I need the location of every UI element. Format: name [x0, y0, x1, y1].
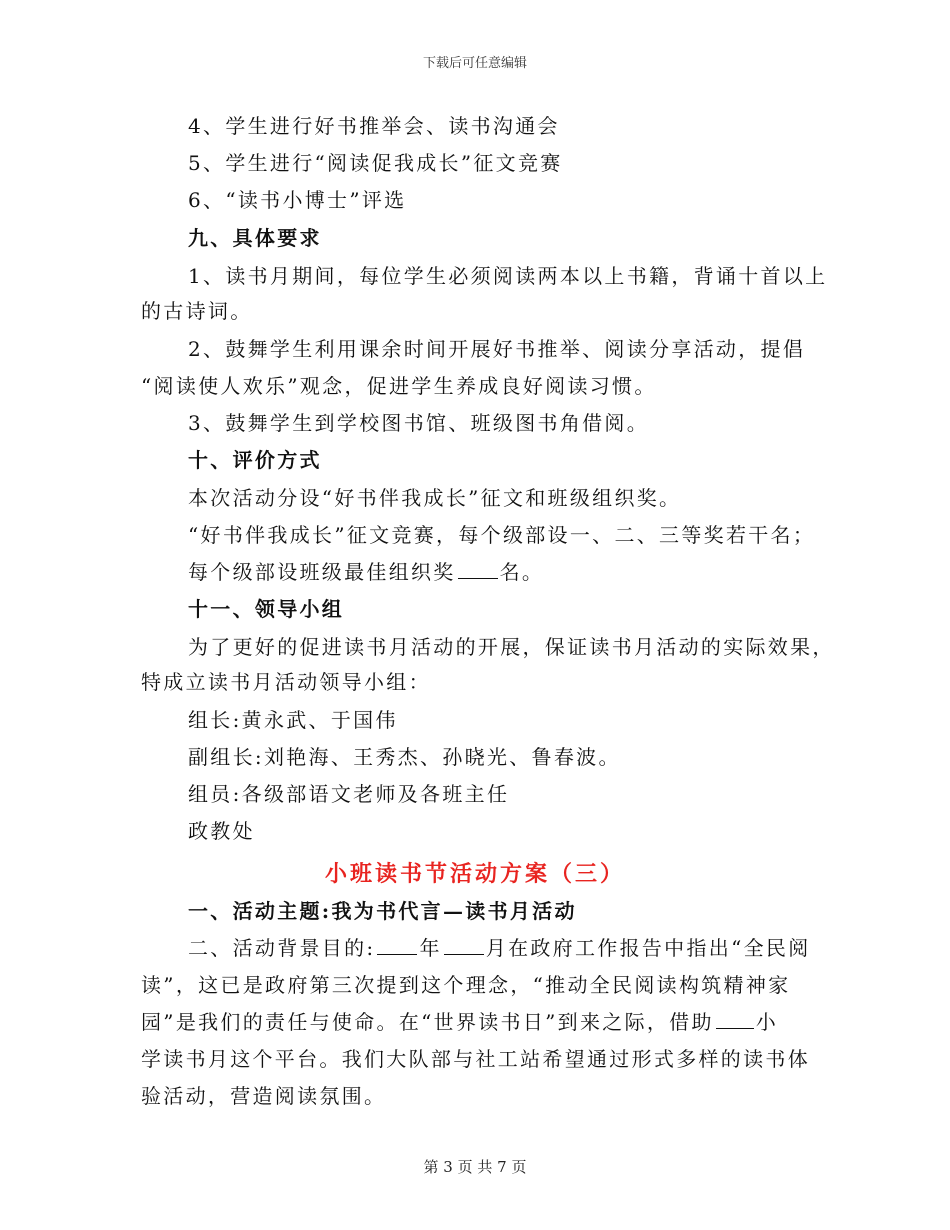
fill-blank [444, 936, 484, 955]
requirement-1-line2: 的古诗词。 [141, 299, 253, 323]
requirement-2-line2: “阅读使人欢乐”观念，促进学生养成良好阅读习惯。 [141, 374, 657, 398]
background-line1 [188, 936, 811, 960]
list-item-4: 4、学生进行好书推举会、读书沟通会 [188, 114, 560, 138]
background-line1-end: 月在政府工作报告中指出“全民阅 [485, 936, 811, 960]
leadership-intro-line2: 特成立读书月活动领导小组： [141, 670, 431, 694]
evaluation-line3-start: 每个级部设班级最佳组织奖 [188, 560, 456, 584]
deputy-leader-names: 副组长:刘艳海、王秀杰、孙晓光、鲁春波。 [188, 745, 621, 769]
fill-blank [458, 560, 498, 579]
section-heading-10: 十、评价方式 [188, 448, 322, 472]
background-line5: 验活动，营造阅读氛围。 [141, 1084, 387, 1108]
member-names: 组员:各级部语文老师及各班主任 [188, 782, 510, 806]
evaluation-line3-end: 名。 [499, 560, 545, 584]
leader-names: 组长:黄永武、于国伟 [188, 708, 398, 732]
leadership-intro-line1: 为了更好的促进读书月活动的开展，保证读书月活动的实际效果， [188, 635, 835, 659]
list-item-5: 5、学生进行“阅读促我成长”征文竞赛 [188, 151, 563, 175]
section-title: 小班读书节活动方案（三） [324, 861, 625, 887]
section-heading-11: 十一、领导小组 [188, 597, 345, 621]
background-line2: 读”，这已是政府第三次提到这个理念，“推动全民阅读构筑精神家 [141, 973, 791, 997]
page-header: 下载后可任意编辑 [422, 56, 527, 71]
page-footer: 第 3 页 共 7 页 [423, 1158, 527, 1176]
background-line4: 学读书月这个平台。我们大队部与社工站希望通过形式多样的读书体 [141, 1047, 810, 1071]
background-line3-end: 小 [755, 1010, 779, 1034]
background-year: 年 [419, 936, 442, 960]
evaluation-line2: “好书伴我成长”征文竞赛，每个级部设一、二、三等奖若干名； [188, 523, 816, 547]
requirement-1-line1: 1、读书月期间，每位学生必须阅读两本以上书籍，背诵十首以上 [188, 264, 828, 288]
office-name: 政教处 [188, 819, 255, 843]
evaluation-line3 [188, 560, 544, 584]
requirement-2-line1: 2、鼓舞学生利用课余时间开展好书推举、阅读分享活动，提倡 [188, 337, 806, 361]
background-line3 [141, 1010, 778, 1034]
background-line3-start: 园”是我们的责任与使命。在“世界读书日”到来之际，借助 [141, 1010, 714, 1034]
evaluation-line1: 本次活动分设“好书伴我成长”征文和班级组织奖。 [188, 486, 682, 510]
fill-blank [716, 1010, 754, 1029]
section-heading-9: 九、具体要求 [188, 226, 322, 250]
fill-blank [377, 936, 417, 955]
requirement-3: 3、鼓舞学生到学校图书馆、班级图书角借阅。 [188, 411, 650, 435]
background-label: 二、活动背景目的: [188, 936, 376, 960]
list-item-6: 6、“读书小博士”评选 [188, 188, 407, 212]
activity-theme: 一、活动主题:我为书代言—读书月活动 [188, 899, 577, 923]
